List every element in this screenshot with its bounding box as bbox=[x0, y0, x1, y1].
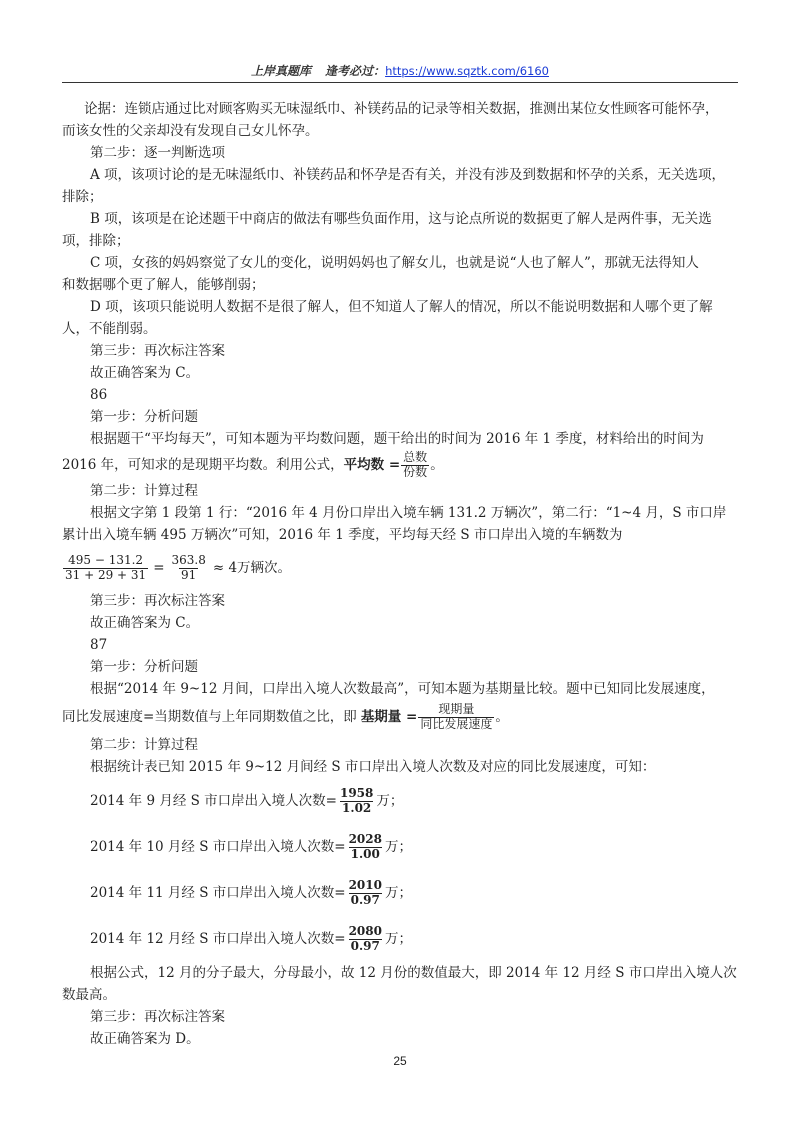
fraction: $\frac{\text{现期量}}{\text{同比发展速度}}$ bbox=[420, 701, 493, 731]
answer-line: 故正确答案为 D。 bbox=[90, 1031, 200, 1047]
text-line: 根据公式，12 月的分子最大，分母最小，故 12 月份的数值最大，即 2014 年 12 月经 S 市口岸出入境人次 bbox=[90, 965, 737, 981]
step-heading: 第二步：计算过程 bbox=[90, 483, 198, 499]
formula-line-calc: $\frac{495 - 131.2}{31 + 29 + 31}$ = $\frac{363.8}{91}$ ≈ 4万辆次。 bbox=[65, 552, 292, 582]
fraction: $\frac{2080}{0.97}$ bbox=[348, 923, 382, 953]
fraction: $\frac{363.8}{91}$ bbox=[171, 552, 206, 582]
step-heading: 第一步：分析问题 bbox=[90, 659, 198, 675]
fraction: $\frac{2010}{0.97}$ bbox=[348, 877, 382, 907]
result-row: 2014 年 10 月经 S 市口岸出入境人次数= $\frac{2028}{1.00}$ 万； bbox=[90, 831, 412, 861]
question-number: 87 bbox=[90, 637, 108, 653]
fraction: $\frac{1958}{1.02}$ bbox=[339, 785, 374, 815]
step-heading: 第一步：分析问题 bbox=[90, 409, 198, 425]
formula-label: 基期量 = bbox=[360, 708, 418, 725]
text-line: 数最高。 bbox=[62, 987, 116, 1003]
step-heading: 第二步：逐一判断选项 bbox=[90, 145, 225, 161]
header-link[interactable]: https://www.sqztk.com/6160 bbox=[385, 64, 549, 78]
result-row: 2014 年 11 月经 S 市口岸出入境人次数= $\frac{2010}{0.97}$ 万； bbox=[90, 877, 412, 907]
fraction: $\frac{\text{总数}}{\text{份数}}$ bbox=[403, 449, 428, 479]
text-line: 根据“2014 年 9~12 月间，口岸出入境人次数最高”，可知本题为基期量比较。题中已知同比发展速度， bbox=[90, 681, 715, 697]
answer-line: 故正确答案为 C。 bbox=[90, 615, 200, 631]
text-line: 人，不能削弱。 bbox=[62, 321, 157, 337]
fraction: $\frac{495 - 131.2}{31 + 29 + 31}$ bbox=[65, 552, 147, 582]
result-row: 2014 年 12 月经 S 市口岸出入境人次数= $\frac{2080}{0.97}$ 万； bbox=[90, 923, 412, 953]
formula-line-base: 同比发展速度=当期数值与上年同期数值之比，即 基期量 = $\frac{\text{现期量}}{\text{同比发展速度}}$ 。 bbox=[62, 701, 509, 731]
text-line: 根据文字第 1 段第 1 行：“2016 年 4 月份口岸出入境车辆 131.2 万辆次”，第二行：“1~4 月，S 市口岸 bbox=[90, 505, 727, 521]
text-line: 排除； bbox=[62, 189, 103, 205]
step-heading: 第二步：计算过程 bbox=[90, 737, 198, 753]
step-heading: 第三步：再次标注答案 bbox=[90, 343, 225, 359]
step-heading: 第三步：再次标注答案 bbox=[90, 1009, 225, 1025]
text-line: 根据题干“平均每天”，可知本题为平均数问题，题干给出的时间为 2016 年 1 季度，材料给出的时间为 bbox=[90, 431, 704, 447]
page-header bbox=[62, 62, 738, 83]
text-line: 而该女性的父亲却没有发现自己女儿怀孕。 bbox=[62, 123, 319, 139]
text-line: C 项，女孩的妈妈察觉了女儿的变化，说明妈妈也了解女儿，也就是说“人也了解人”，那就无法得知人 bbox=[90, 255, 699, 271]
text-line: 项，排除； bbox=[62, 233, 130, 249]
header-brand: 上岸真题库 bbox=[251, 64, 312, 78]
formula-line-average: 2016 年，可知求的是现期平均数。利用公式， 平均数 = $\frac{\text{总数}}{\text{份数}}$ 。 bbox=[62, 449, 444, 479]
question-number: 86 bbox=[90, 387, 108, 403]
text-line: B 项，该项是在论述题干中商店的做法有哪些负面作用，这与论点所说的数据更了解人是两件事，无关选 bbox=[90, 211, 712, 227]
text-line: 和数据哪个更了解人，能够削弱； bbox=[62, 277, 265, 293]
fraction: $\frac{2028}{1.00}$ bbox=[348, 831, 382, 861]
text-line: D 项，该项只能说明人数据不是很了解人，但不知道人了解人的情况，所以不能说明数据和人哪个更了解 bbox=[90, 299, 713, 315]
header-slogan: 逢考必过： bbox=[325, 64, 386, 78]
text-line: A 项，该项讨论的是无味湿纸巾、补镁药品和怀孕是否有关，并没有涉及到数据和怀孕的关系，无关选项， bbox=[90, 167, 726, 183]
text-line: 累计出入境车辆 495 万辆次”可知，2016 年 1 季度，平均每天经 S 市口岸出入境的车辆数为 bbox=[62, 527, 623, 543]
text-line: 论据：连锁店通过比对顾客购买无味湿纸巾、补镁药品的记录等相关数据，推测出某位女性顾客可能怀孕， bbox=[84, 101, 719, 117]
text-line: 根据统计表已知 2015 年 9~12 月间经 S 市口岸出入境人次数及对应的同比发展速度，可知： bbox=[90, 759, 656, 775]
answer-line: 故正确答案为 C。 bbox=[90, 365, 200, 381]
formula-label: 平均数 = bbox=[343, 456, 401, 473]
result-row: 2014 年 9 月经 S 市口岸出入境人次数= $\frac{1958}{1.02}$ 万； bbox=[90, 785, 404, 815]
step-heading: 第三步：再次标注答案 bbox=[90, 593, 225, 609]
page-number: 25 bbox=[393, 1054, 407, 1068]
document-body bbox=[62, 98, 737, 1050]
